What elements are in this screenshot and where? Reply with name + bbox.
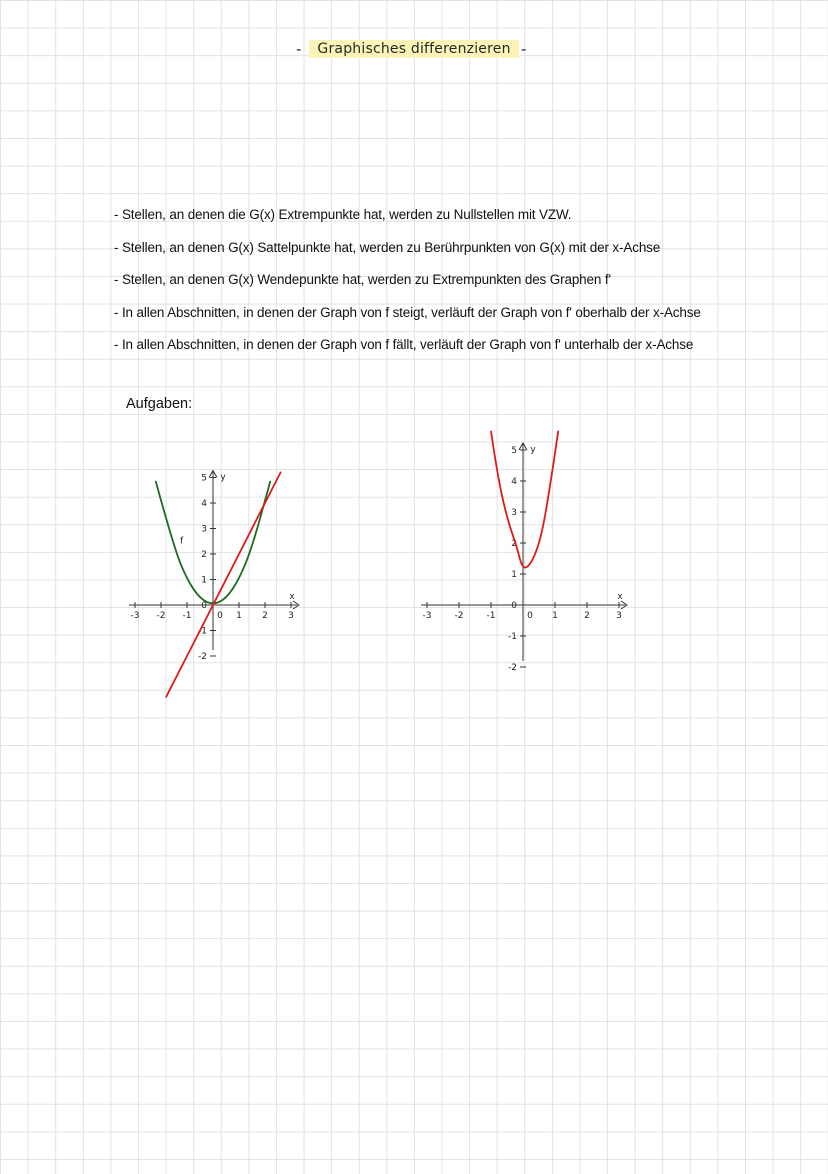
graph-left [115, 460, 315, 700]
y-tick-label: -1 [198, 626, 207, 637]
y-tick-label: 2 [201, 550, 207, 560]
x-tick-label: 3 [616, 611, 622, 621]
x-tick-label: -1 [486, 611, 496, 621]
rules-list [114, 200, 794, 363]
series-line-curve-2 [166, 472, 280, 696]
y-tick-label: -2 [508, 663, 517, 673]
y-tick-label: 2 [511, 539, 517, 549]
y-tick-label: -2 [198, 652, 207, 662]
x-tick-label: -2 [454, 611, 464, 621]
x-tick-label: 0 [527, 611, 533, 621]
rule-wendepunkte: - Stellen, an denen G(x) Wendepunkte hat, werden zu Extrempunkten des Graphen f' [114, 272, 611, 287]
page-title: Graphisches differenzieren [309, 40, 518, 58]
x-tick-label: 1 [236, 611, 242, 621]
y-tick-label: -1 [508, 632, 517, 642]
y-tick-label: 3 [511, 508, 517, 518]
tasks-label: Aufgaben: [126, 396, 193, 412]
x-tick-label: 1 [552, 611, 558, 621]
x-tick-label: 3 [288, 611, 294, 621]
y-tick-label: 4 [201, 499, 207, 509]
y-tick-label: 5 [201, 473, 207, 484]
y-tick-label: 0 [511, 601, 517, 611]
y-tick-label: 1 [201, 575, 207, 586]
y-axis-label: y [220, 472, 226, 483]
graph-right [412, 435, 637, 685]
y-tick-label: 0 [201, 601, 207, 611]
y-axis-label: y [530, 445, 536, 455]
x-tick-label: -1 [182, 611, 192, 621]
x-tick-label: 2 [584, 611, 590, 621]
x-tick-label: 0 [217, 611, 223, 621]
rule-sattelpunkte: - Stellen, an denen G(x) Sattelpunkte hat, werden zu Berührpunkten von G(x) mit der x-Achse [114, 239, 661, 255]
x-axis-label: x [617, 592, 623, 602]
y-tick-label: 4 [511, 477, 517, 487]
header [296, 38, 519, 60]
y-tick-label: 5 [511, 446, 517, 456]
x-tick-label: 2 [262, 611, 268, 621]
x-axis-label: x [289, 592, 295, 602]
x-tick-label: -2 [156, 611, 166, 621]
x-tick-label: -3 [130, 611, 140, 621]
rule-faellt: - In allen Abschnitten, in denen der Graph von f fällt, verläuft der Graph von f' unterhalb der x-Achse [114, 337, 694, 352]
y-tick-label: 1 [511, 570, 517, 580]
title-dash-left: - [296, 40, 302, 58]
y-tick-label: 3 [201, 524, 207, 535]
rule-steigt: - In allen Abschnitten, in denen der Graph von f steigt, verläuft der Graph von f' oberhalb der x-Achse [114, 304, 701, 320]
x-tick-label: -3 [422, 611, 432, 621]
title-dash-right: - [521, 40, 527, 58]
rule-extrempunkte: - Stellen, an denen die G(x) Extrempunkte hat, werden zu Nullstellen mit VZW. [114, 207, 572, 222]
series-line-curve-1 [491, 431, 558, 567]
series-label: f [180, 536, 184, 547]
